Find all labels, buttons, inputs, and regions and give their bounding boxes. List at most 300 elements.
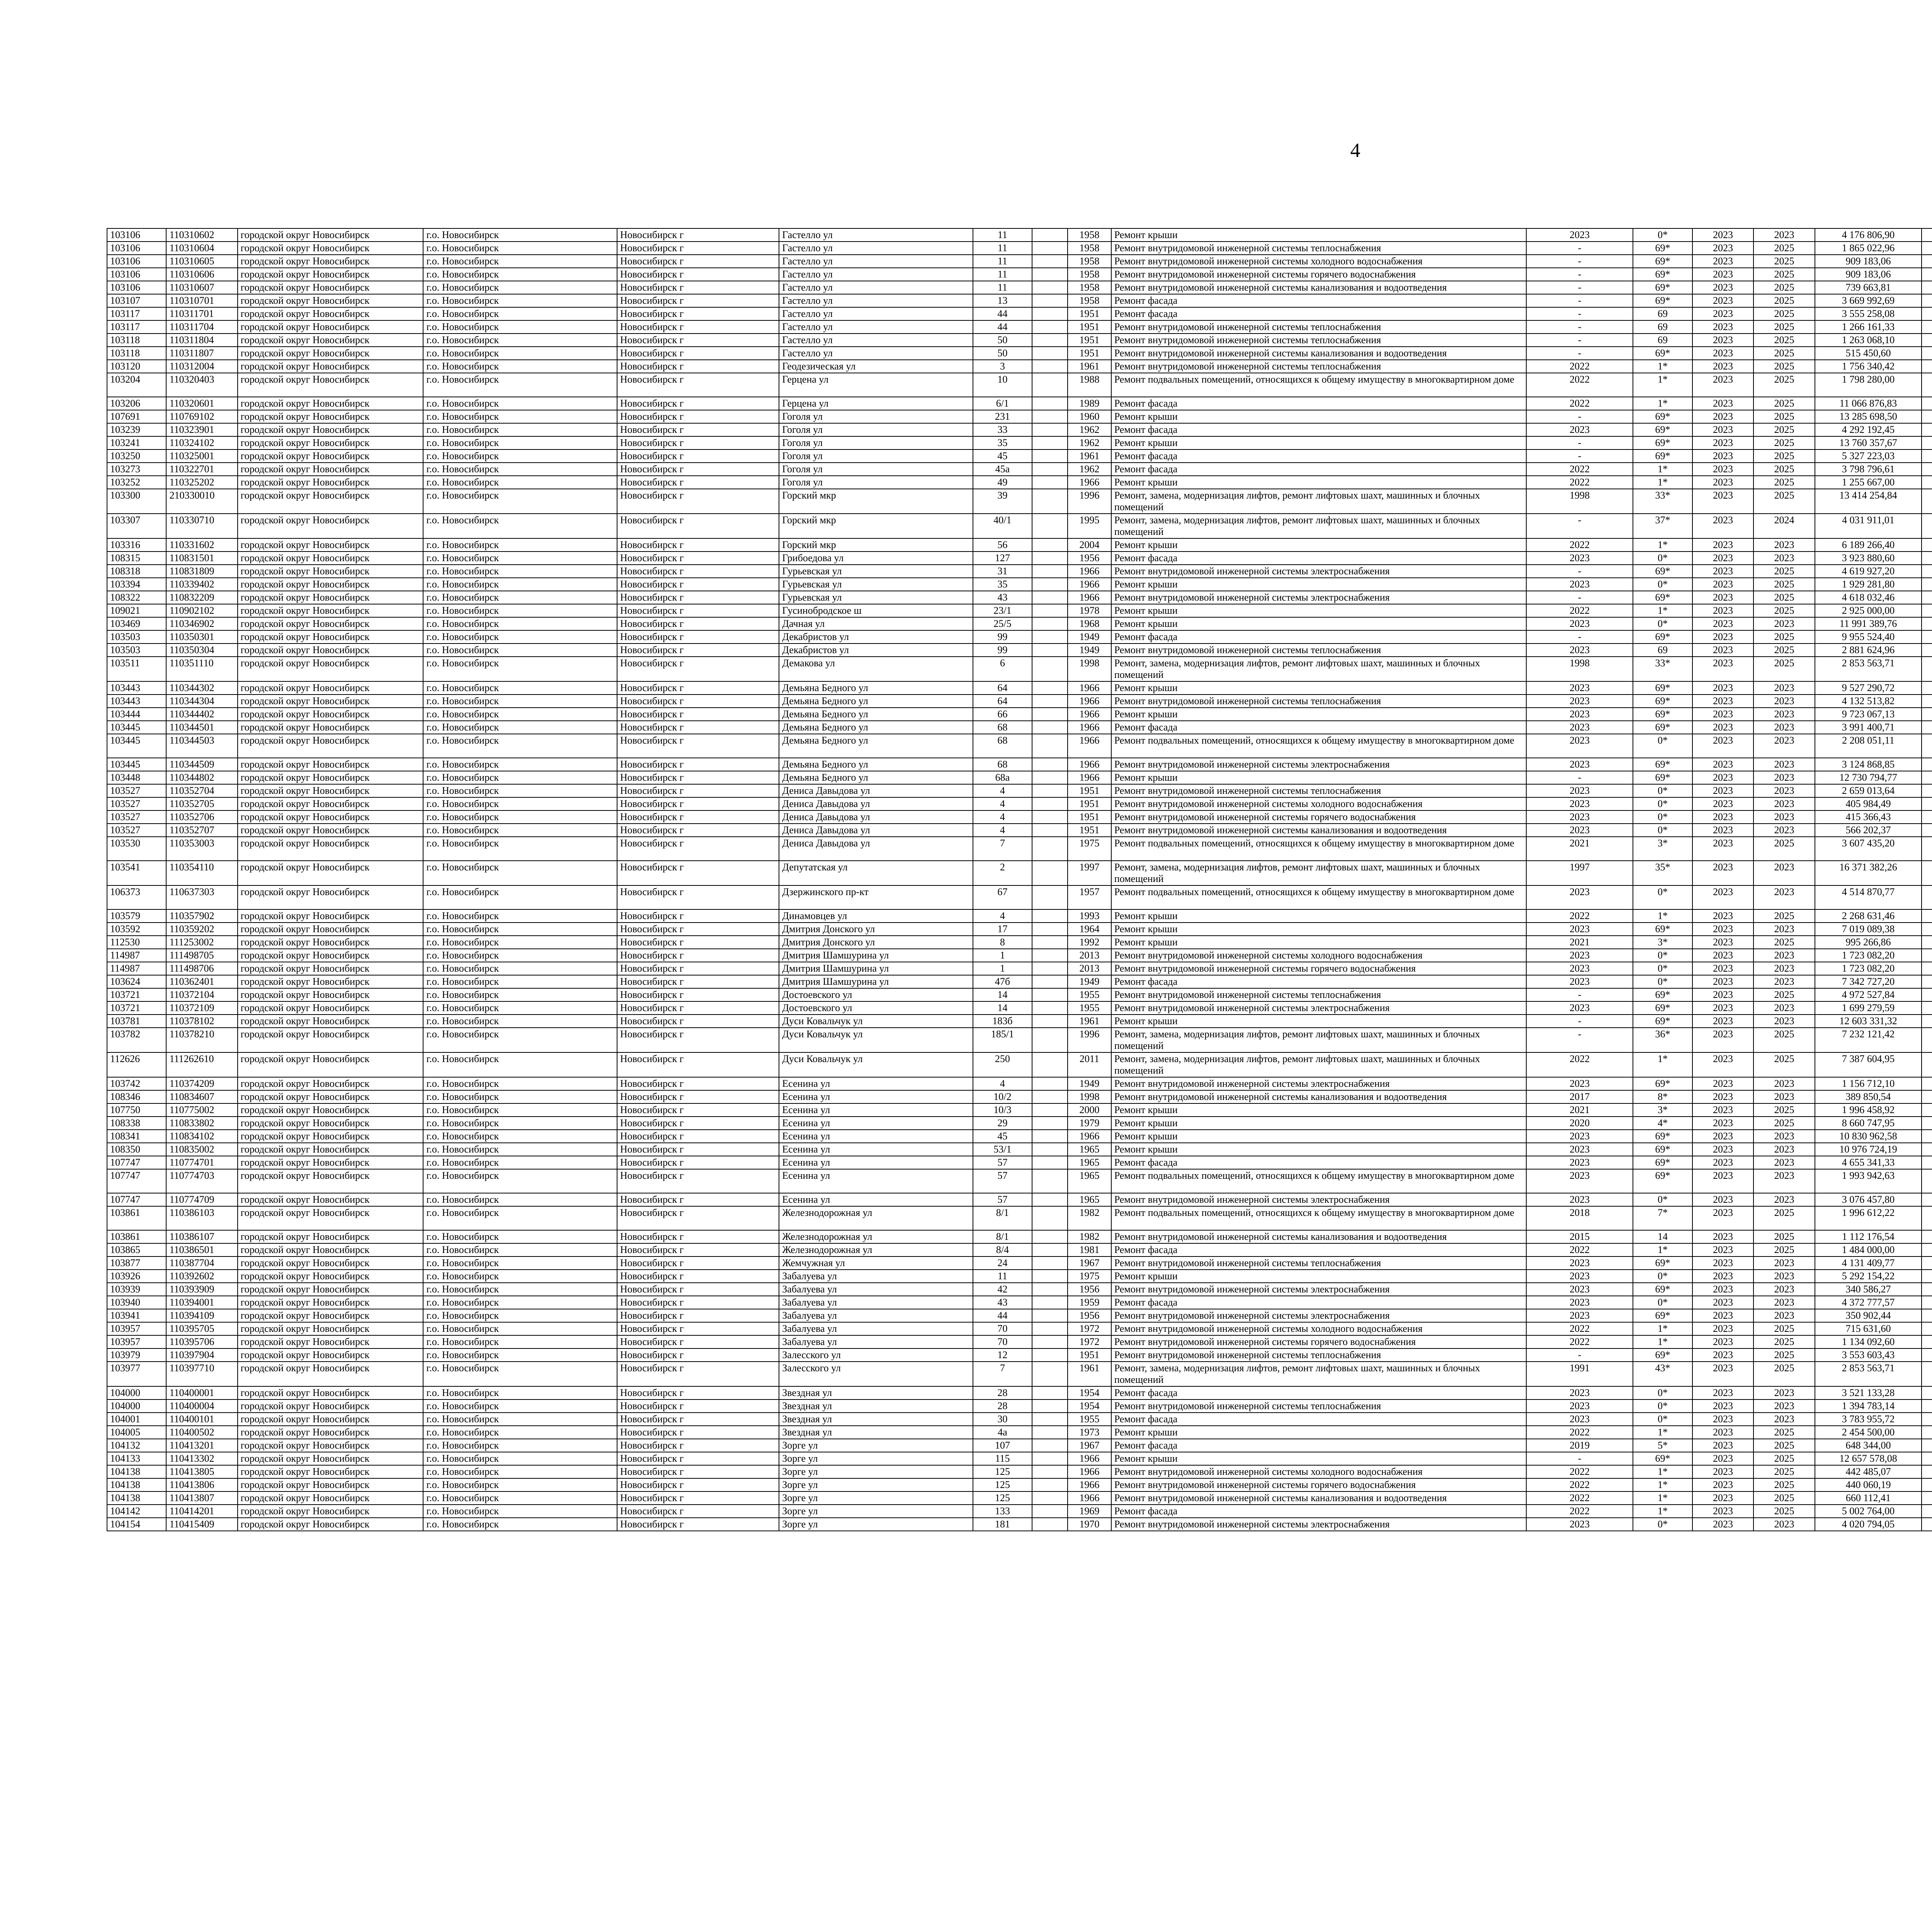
cell-house-id: 103940	[107, 1296, 166, 1309]
cell-work-type: Ремонт крыши	[1111, 681, 1526, 695]
cell-plan-end-year: 2025	[1753, 1452, 1815, 1465]
cell-house-id: 103527	[107, 784, 166, 797]
cell-house-number: 68а	[973, 771, 1032, 784]
cell-house-id: 103107	[107, 294, 166, 307]
cell-locality: Новосибирск г	[617, 489, 779, 514]
cell-work-type: Ремонт внутридомовой инженерной системы электроснабжения	[1111, 1283, 1526, 1296]
cell-locality: Новосибирск г	[617, 988, 779, 1001]
cell-street: Гоголя ул	[779, 423, 973, 436]
cell-work-id: 110835002	[166, 1143, 237, 1156]
cell-build-year: 1958	[1068, 294, 1111, 307]
cell-plan-start-year: 2023	[1692, 988, 1754, 1001]
cell-street: Звездная ул	[779, 1426, 973, 1439]
table-row	[107, 1399, 1932, 1413]
cell-work-id: 110352705	[166, 797, 237, 810]
cell-last-repair-year: 2023	[1526, 1399, 1633, 1413]
cell-house-number: 10	[973, 373, 1032, 397]
cell-build-year: 1966	[1068, 578, 1111, 591]
cell-locality: Новосибирск г	[617, 1243, 779, 1256]
table-row	[107, 771, 1932, 784]
cell-settlement: г.о. Новосибирск	[423, 1518, 617, 1531]
cell-plan-end-year: 2023	[1753, 1309, 1815, 1322]
cell-house-id: 107750	[107, 1103, 166, 1117]
cell-settlement: г.о. Новосибирск	[423, 721, 617, 734]
table-row	[107, 1193, 1932, 1206]
cell-build-year: 1962	[1068, 463, 1111, 476]
cell-work-type: Ремонт внутридомовой инженерной системы теплоснабжения	[1111, 360, 1526, 373]
cell-municipality: городской округ Новосибирск	[238, 1362, 423, 1386]
cell-plan-start-year: 2023	[1692, 1386, 1754, 1399]
cell-street: Гоголя ул	[779, 463, 973, 476]
cell-street: Жемчужная ул	[779, 1256, 973, 1270]
cell-house-id: 108338	[107, 1117, 166, 1130]
cell-plan-start-year: 2023	[1692, 1283, 1754, 1296]
cell-plan-end-year: 2023	[1753, 771, 1815, 784]
cell-house-id: 103503	[107, 630, 166, 644]
cell-total-cost: 1 996 612,22	[1815, 1206, 1922, 1230]
cell-work-id: 110400001	[166, 1386, 237, 1399]
cell-locality: Новосибирск г	[617, 721, 779, 734]
cell-settlement: г.о. Новосибирск	[423, 514, 617, 538]
cell-plan-start-year: 2023	[1692, 837, 1754, 861]
cell-locality: Новосибирск г	[617, 1426, 779, 1439]
cell-street: Гастелло ул	[779, 294, 973, 307]
cell-house-number: 40/1	[973, 514, 1032, 538]
cell-build-year: 1998	[1068, 657, 1111, 681]
cell-plan-start-year: 2023	[1692, 1028, 1754, 1052]
cell-municipality: городской округ Новосибирск	[238, 538, 423, 552]
cell-fund-cost	[1922, 476, 1932, 489]
cell-street: Звездная ул	[779, 1386, 973, 1399]
cell-total-cost: 515 450,60	[1815, 347, 1922, 360]
cell-work-type: Ремонт фасада	[1111, 552, 1526, 565]
cell-total-cost: 13 760 357,67	[1815, 436, 1922, 449]
cell-building	[1032, 604, 1068, 617]
cell-fund-cost	[1922, 837, 1932, 861]
cell-total-cost: 7 019 089,38	[1815, 923, 1922, 936]
cell-fund-cost	[1922, 268, 1932, 281]
cell-street: Гоголя ул	[779, 436, 973, 449]
table-row	[107, 988, 1932, 1001]
table-row	[107, 1426, 1932, 1439]
cell-total-cost: 5 292 154,22	[1815, 1270, 1922, 1283]
cell-building	[1032, 1230, 1068, 1243]
cell-work-type: Ремонт внутридомовой инженерной системы холодного водоснабжения	[1111, 949, 1526, 962]
cell-settlement: г.о. Новосибирск	[423, 1491, 617, 1505]
table-row	[107, 734, 1932, 758]
cell-house-id: 103106	[107, 242, 166, 255]
cell-last-repair-year: 2023	[1526, 644, 1633, 657]
cell-wear-percent: 69*	[1633, 771, 1692, 784]
cell-plan-end-year: 2025	[1753, 1491, 1815, 1505]
cell-work-type: Ремонт внутридомовой инженерной системы холодного водоснабжения	[1111, 797, 1526, 810]
cell-fund-cost	[1922, 538, 1932, 552]
cell-plan-end-year: 2025	[1753, 281, 1815, 294]
cell-municipality: городской округ Новосибирск	[238, 1169, 423, 1193]
cell-building	[1032, 681, 1068, 695]
cell-house-number: 11	[973, 228, 1032, 242]
cell-work-type: Ремонт внутридомовой инженерной системы холодного водоснабжения	[1111, 1465, 1526, 1478]
cell-build-year: 1965	[1068, 1169, 1111, 1193]
cell-house-id: 103118	[107, 347, 166, 360]
cell-municipality: городской округ Новосибирск	[238, 1052, 423, 1077]
cell-plan-start-year: 2023	[1692, 975, 1754, 988]
cell-house-number: 4	[973, 784, 1032, 797]
cell-building	[1032, 1413, 1068, 1426]
cell-municipality: городской округ Новосибирск	[238, 962, 423, 975]
cell-work-type: Ремонт внутридомовой инженерной системы электроснабжения	[1111, 1193, 1526, 1206]
cell-municipality: городской округ Новосибирск	[238, 734, 423, 758]
cell-street: Залесского ул	[779, 1362, 973, 1386]
cell-plan-end-year: 2025	[1753, 1362, 1815, 1386]
cell-house-number: 25/5	[973, 617, 1032, 630]
cell-last-repair-year: 2022	[1526, 1505, 1633, 1518]
cell-street: Динамовцев ул	[779, 909, 973, 923]
cell-locality: Новосибирск г	[617, 449, 779, 463]
cell-work-id: 110351110	[166, 657, 237, 681]
cell-plan-end-year: 2023	[1753, 1169, 1815, 1193]
cell-work-type: Ремонт внутридомовой инженерной системы теплоснабжения	[1111, 334, 1526, 347]
cell-total-cost: 4 292 192,45	[1815, 423, 1922, 436]
cell-wear-percent: 0*	[1633, 962, 1692, 975]
cell-settlement: г.о. Новосибирск	[423, 975, 617, 988]
cell-plan-end-year: 2025	[1753, 1465, 1815, 1478]
cell-work-type: Ремонт крыши	[1111, 578, 1526, 591]
cell-work-type: Ремонт крыши	[1111, 1130, 1526, 1143]
cell-work-type: Ремонт внутридомовой инженерной системы электроснабжения	[1111, 1001, 1526, 1015]
cell-plan-end-year: 2023	[1753, 1130, 1815, 1143]
cell-work-type: Ремонт фасада	[1111, 630, 1526, 644]
cell-build-year: 1992	[1068, 936, 1111, 949]
cell-locality: Новосибирск г	[617, 837, 779, 861]
cell-house-id: 108341	[107, 1130, 166, 1143]
cell-locality: Новосибирск г	[617, 681, 779, 695]
cell-fund-cost	[1922, 360, 1932, 373]
cell-wear-percent: 1*	[1633, 397, 1692, 410]
cell-locality: Новосибирск г	[617, 923, 779, 936]
cell-fund-cost	[1922, 861, 1932, 885]
cell-house-id: 104138	[107, 1478, 166, 1491]
cell-total-cost: 909 183,06	[1815, 268, 1922, 281]
cell-wear-percent: 33*	[1633, 489, 1692, 514]
cell-work-id: 110312004	[166, 360, 237, 373]
cell-settlement: г.о. Новосибирск	[423, 988, 617, 1001]
cell-work-type: Ремонт внутридомовой инженерной системы электроснабжения	[1111, 1077, 1526, 1090]
cell-municipality: городской округ Новосибирск	[238, 771, 423, 784]
cell-locality: Новосибирск г	[617, 1518, 779, 1531]
cell-wear-percent: 69*	[1633, 436, 1692, 449]
cell-last-repair-year: 2021	[1526, 936, 1633, 949]
cell-last-repair-year: 2022	[1526, 1491, 1633, 1505]
cell-plan-start-year: 2023	[1692, 936, 1754, 949]
cell-plan-end-year: 2023	[1753, 552, 1815, 565]
cell-plan-end-year: 2025	[1753, 1206, 1815, 1230]
table-row	[107, 397, 1932, 410]
cell-municipality: городской округ Новосибирск	[238, 228, 423, 242]
cell-total-cost: 1 266 161,33	[1815, 320, 1922, 334]
cell-wear-percent: 37*	[1633, 514, 1692, 538]
cell-street: Зорге ул	[779, 1465, 973, 1478]
cell-house-number: 47б	[973, 975, 1032, 988]
cell-work-id: 110832209	[166, 591, 237, 604]
cell-total-cost: 1 255 667,00	[1815, 476, 1922, 489]
cell-wear-percent: 0*	[1633, 885, 1692, 909]
cell-wear-percent: 4*	[1633, 1117, 1692, 1130]
cell-fund-cost	[1922, 1452, 1932, 1465]
cell-building	[1032, 1156, 1068, 1169]
cell-plan-end-year: 2023	[1753, 824, 1815, 837]
cell-plan-end-year: 2023	[1753, 758, 1815, 771]
cell-fund-cost	[1922, 1130, 1932, 1143]
cell-municipality: городской округ Новосибирск	[238, 1335, 423, 1348]
cell-work-id: 110413302	[166, 1452, 237, 1465]
cell-building	[1032, 294, 1068, 307]
cell-last-repair-year: 2022	[1526, 604, 1633, 617]
cell-street: Зорге ул	[779, 1452, 973, 1465]
cell-house-id: 103241	[107, 436, 166, 449]
cell-house-number: 181	[973, 1518, 1032, 1531]
cell-house-id: 103106	[107, 281, 166, 294]
cell-building	[1032, 1256, 1068, 1270]
cell-plan-start-year: 2023	[1692, 708, 1754, 721]
cell-fund-cost	[1922, 552, 1932, 565]
cell-municipality: городской округ Новосибирск	[238, 410, 423, 423]
cell-last-repair-year: 2023	[1526, 1270, 1633, 1283]
cell-house-id: 104001	[107, 1413, 166, 1426]
cell-total-cost: 4 176 806,90	[1815, 228, 1922, 242]
cell-plan-start-year: 2023	[1692, 1309, 1754, 1322]
cell-total-cost: 2 853 563,71	[1815, 657, 1922, 681]
cell-house-id: 108350	[107, 1143, 166, 1156]
cell-build-year: 1954	[1068, 1399, 1111, 1413]
cell-house-number: 57	[973, 1156, 1032, 1169]
cell-municipality: городской округ Новосибирск	[238, 1256, 423, 1270]
cell-total-cost: 7 232 121,42	[1815, 1028, 1922, 1052]
cell-house-number: 45	[973, 449, 1032, 463]
cell-work-id: 110387704	[166, 1256, 237, 1270]
cell-house-number: 70	[973, 1322, 1032, 1335]
cell-house-id: 108322	[107, 591, 166, 604]
cell-wear-percent: 0*	[1633, 1518, 1692, 1531]
cell-building	[1032, 410, 1068, 423]
cell-street: Гурьевская ул	[779, 591, 973, 604]
cell-house-number: 4	[973, 909, 1032, 923]
cell-municipality: городской округ Новосибирск	[238, 347, 423, 360]
cell-plan-end-year: 2025	[1753, 360, 1815, 373]
cell-wear-percent: 69*	[1633, 1015, 1692, 1028]
cell-house-id: 103445	[107, 721, 166, 734]
cell-house-number: 11	[973, 255, 1032, 268]
cell-wear-percent: 69*	[1633, 630, 1692, 644]
cell-wear-percent: 1*	[1633, 360, 1692, 373]
cell-build-year: 1966	[1068, 695, 1111, 708]
cell-plan-start-year: 2023	[1692, 824, 1754, 837]
cell-settlement: г.о. Новосибирск	[423, 758, 617, 771]
cell-house-id: 103957	[107, 1322, 166, 1335]
table-row	[107, 334, 1932, 347]
table-row	[107, 949, 1932, 962]
cell-settlement: г.о. Новосибирск	[423, 1348, 617, 1362]
cell-wear-percent: 0*	[1633, 949, 1692, 962]
cell-plan-end-year: 2025	[1753, 1052, 1815, 1077]
cell-street: Забалуева ул	[779, 1309, 973, 1322]
cell-total-cost: 4 020 794,05	[1815, 1518, 1922, 1531]
cell-build-year: 1996	[1068, 1028, 1111, 1052]
cell-building	[1032, 962, 1068, 975]
cell-house-id: 103527	[107, 797, 166, 810]
cell-build-year: 1978	[1068, 604, 1111, 617]
cell-work-type: Ремонт подвальных помещений, относящихся к общему имуществу в многоквартирном доме	[1111, 885, 1526, 909]
cell-settlement: г.о. Новосибирск	[423, 1256, 617, 1270]
cell-last-repair-year: 1997	[1526, 861, 1633, 885]
cell-municipality: городской округ Новосибирск	[238, 1426, 423, 1439]
cell-build-year: 2000	[1068, 1103, 1111, 1117]
cell-plan-start-year: 2023	[1692, 1491, 1754, 1505]
cell-street: Гастелло ул	[779, 334, 973, 347]
cell-house-id: 103721	[107, 1001, 166, 1015]
cell-municipality: городской округ Новосибирск	[238, 1130, 423, 1143]
cell-wear-percent: 0*	[1633, 810, 1692, 824]
cell-build-year: 1968	[1068, 617, 1111, 630]
cell-plan-end-year: 2023	[1753, 975, 1815, 988]
cell-last-repair-year: -	[1526, 771, 1633, 784]
cell-total-cost: 4 031 911,01	[1815, 514, 1922, 538]
table-row	[107, 360, 1932, 373]
cell-work-id: 110831501	[166, 552, 237, 565]
cell-locality: Новосибирск г	[617, 514, 779, 538]
cell-street: Есенина ул	[779, 1077, 973, 1090]
cell-house-id: 104000	[107, 1399, 166, 1413]
cell-municipality: городской округ Новосибирск	[238, 695, 423, 708]
cell-last-repair-year: -	[1526, 268, 1633, 281]
cell-plan-end-year: 2025	[1753, 578, 1815, 591]
cell-fund-cost	[1922, 923, 1932, 936]
cell-build-year: 1981	[1068, 1243, 1111, 1256]
cell-work-id: 110637303	[166, 885, 237, 909]
cell-street: Гастелло ул	[779, 320, 973, 334]
cell-plan-end-year: 2025	[1753, 1426, 1815, 1439]
cell-locality: Новосибирск г	[617, 1028, 779, 1052]
cell-total-cost: 3 124 868,85	[1815, 758, 1922, 771]
cell-work-id: 110320403	[166, 373, 237, 397]
cell-building	[1032, 307, 1068, 320]
cell-total-cost: 715 631,60	[1815, 1322, 1922, 1335]
cell-total-cost: 1 394 783,14	[1815, 1399, 1922, 1413]
cell-plan-start-year: 2023	[1692, 695, 1754, 708]
cell-last-repair-year: 2023	[1526, 423, 1633, 436]
cell-building	[1032, 320, 1068, 334]
cell-build-year: 1954	[1068, 1386, 1111, 1399]
cell-locality: Новосибирск г	[617, 861, 779, 885]
cell-plan-start-year: 2023	[1692, 1439, 1754, 1452]
cell-work-type: Ремонт крыши	[1111, 1103, 1526, 1117]
cell-fund-cost	[1922, 578, 1932, 591]
cell-plan-end-year: 2023	[1753, 708, 1815, 721]
cell-settlement: г.о. Новосибирск	[423, 436, 617, 449]
cell-plan-end-year: 2023	[1753, 797, 1815, 810]
cell-locality: Новосибирск г	[617, 1130, 779, 1143]
cell-street: Зорге ул	[779, 1439, 973, 1452]
cell-building	[1032, 1296, 1068, 1309]
cell-settlement: г.о. Новосибирск	[423, 307, 617, 320]
cell-total-cost: 2 454 500,00	[1815, 1426, 1922, 1439]
cell-work-type: Ремонт внутридомовой инженерной системы теплоснабжения	[1111, 320, 1526, 334]
cell-wear-percent: 69*	[1633, 1130, 1692, 1143]
cell-plan-start-year: 2023	[1692, 1169, 1754, 1193]
cell-build-year: 1951	[1068, 334, 1111, 347]
cell-locality: Новосибирск г	[617, 1348, 779, 1362]
cell-fund-cost	[1922, 294, 1932, 307]
cell-work-type: Ремонт внутридомовой инженерной системы теплоснабжения	[1111, 242, 1526, 255]
cell-locality: Новосибирск г	[617, 423, 779, 436]
cell-plan-start-year: 2023	[1692, 1452, 1754, 1465]
cell-building	[1032, 1015, 1068, 1028]
cell-work-id: 110344302	[166, 681, 237, 695]
cell-municipality: городской округ Новосибирск	[238, 1505, 423, 1518]
cell-locality: Новосибирск г	[617, 734, 779, 758]
cell-wear-percent: 3*	[1633, 1103, 1692, 1117]
cell-house-id: 107747	[107, 1169, 166, 1193]
cell-fund-cost	[1922, 1001, 1932, 1015]
cell-municipality: городской округ Новосибирск	[238, 1439, 423, 1452]
cell-total-cost: 415 366,43	[1815, 810, 1922, 824]
cell-house-id: 103448	[107, 771, 166, 784]
cell-house-id: 103781	[107, 1015, 166, 1028]
cell-settlement: г.о. Новосибирск	[423, 810, 617, 824]
cell-building	[1032, 1478, 1068, 1491]
table-row	[107, 1243, 1932, 1256]
cell-locality: Новосибирск г	[617, 909, 779, 923]
cell-locality: Новосибирск г	[617, 1362, 779, 1386]
table-row	[107, 1322, 1932, 1335]
cell-wear-percent: 1*	[1633, 1505, 1692, 1518]
cell-wear-percent: 3*	[1633, 936, 1692, 949]
cell-house-number: 68	[973, 758, 1032, 771]
cell-work-id: 110311807	[166, 347, 237, 360]
cell-house-id: 103252	[107, 476, 166, 489]
cell-wear-percent: 69*	[1633, 708, 1692, 721]
cell-settlement: г.о. Новосибирск	[423, 1169, 617, 1193]
cell-street: Демьяна Бедного ул	[779, 695, 973, 708]
cell-building	[1032, 824, 1068, 837]
cell-fund-cost	[1922, 1243, 1932, 1256]
cell-house-number: 10/2	[973, 1090, 1032, 1103]
cell-work-type: Ремонт фасада	[1111, 975, 1526, 988]
cell-house-number: 43	[973, 1296, 1032, 1309]
cell-total-cost: 11 066 876,83	[1815, 397, 1922, 410]
cell-fund-cost	[1922, 1478, 1932, 1491]
cell-municipality: городской округ Новосибирск	[238, 630, 423, 644]
cell-house-number: 11	[973, 268, 1032, 281]
cell-locality: Новосибирск г	[617, 630, 779, 644]
cell-settlement: г.о. Новосибирск	[423, 463, 617, 476]
cell-work-type: Ремонт внутридомовой инженерной системы электроснабжения	[1111, 1309, 1526, 1322]
cell-building	[1032, 1028, 1068, 1052]
cell-plan-end-year: 2023	[1753, 885, 1815, 909]
cell-municipality: городской округ Новосибирск	[238, 423, 423, 436]
cell-last-repair-year: -	[1526, 294, 1633, 307]
cell-settlement: г.о. Новосибирск	[423, 423, 617, 436]
cell-house-number: 57	[973, 1193, 1032, 1206]
cell-fund-cost	[1922, 1117, 1932, 1130]
cell-work-id: 110310602	[166, 228, 237, 242]
cell-house-number: 4	[973, 1077, 1032, 1090]
cell-work-type: Ремонт, замена, модернизация лифтов, ремонт лифтовых шахт, машинных и блочных помещений	[1111, 861, 1526, 885]
cell-building	[1032, 1052, 1068, 1077]
cell-work-id: 110357902	[166, 909, 237, 923]
cell-fund-cost	[1922, 1335, 1932, 1348]
cell-house-id: 109021	[107, 604, 166, 617]
